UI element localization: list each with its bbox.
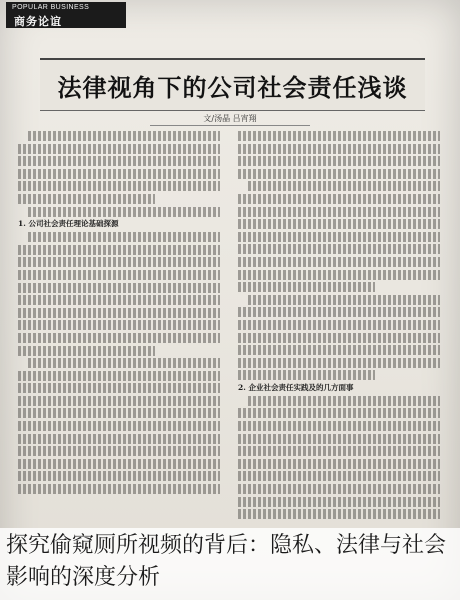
right-text-column [238,131,440,531]
text-line [238,370,375,380]
text-line [28,358,220,368]
text-line [238,497,440,507]
section-heading: 1. 公司社会责任理论基础探源 [18,219,119,229]
text-line [238,509,440,519]
text-line [18,383,220,393]
text-line [18,484,220,494]
text-line [238,320,440,330]
text-line [18,320,220,330]
text-line [238,270,440,280]
text-line [238,207,440,217]
section-heading: 2. 企业社会责任实践及的几方面事 [238,382,354,392]
text-line [238,307,440,317]
text-line [18,270,220,280]
magazine-masthead [6,2,126,28]
text-line [238,421,440,431]
text-line [238,194,440,204]
text-line [238,244,440,254]
text-line [248,396,440,406]
text-line [18,459,220,469]
text-line [248,181,440,191]
text-line [18,257,220,267]
text-line [238,144,440,154]
text-line [18,333,220,343]
text-line [18,169,220,179]
text-line [238,156,440,166]
masthead-english: POPULAR BUSINESS [12,4,90,11]
text-line [18,396,220,406]
text-line [238,232,440,242]
title-band [40,58,425,111]
text-line [28,232,220,242]
text-line [238,257,440,267]
text-line [238,484,440,494]
text-line [28,207,220,217]
text-line [18,144,220,154]
text-line [18,421,220,431]
text-line [18,446,220,456]
text-line [238,434,440,444]
text-line [18,346,155,356]
text-line [248,295,440,305]
text-line [28,131,220,141]
caption-text: 探究偷窥厕所视频的背后：隐私、法律与社会影响的深度分析 [6,533,447,590]
text-line [18,308,220,318]
masthead-chinese: 商务论谊 [14,15,62,28]
text-line [238,459,440,469]
text-line [18,181,220,191]
text-line [238,333,440,343]
text-line [18,194,155,204]
text-line [238,408,440,418]
text-line [238,358,440,368]
text-line [238,131,440,141]
text-line [18,283,220,293]
text-line [238,446,440,456]
text-line [18,408,220,418]
article-title: 法律视角下的公司社会责任浅谈 [57,73,408,102]
text-line [18,471,220,481]
left-text-column [18,131,220,531]
article-byline: 文/汤晶 吕宵翔 [150,113,310,126]
text-line [238,169,440,179]
text-line [238,282,375,292]
text-line [238,345,440,355]
text-line [238,219,440,229]
text-line [18,245,220,255]
text-line [18,295,220,305]
text-line [18,371,220,381]
text-line [238,471,440,481]
text-line [18,156,220,166]
text-line [18,434,220,444]
